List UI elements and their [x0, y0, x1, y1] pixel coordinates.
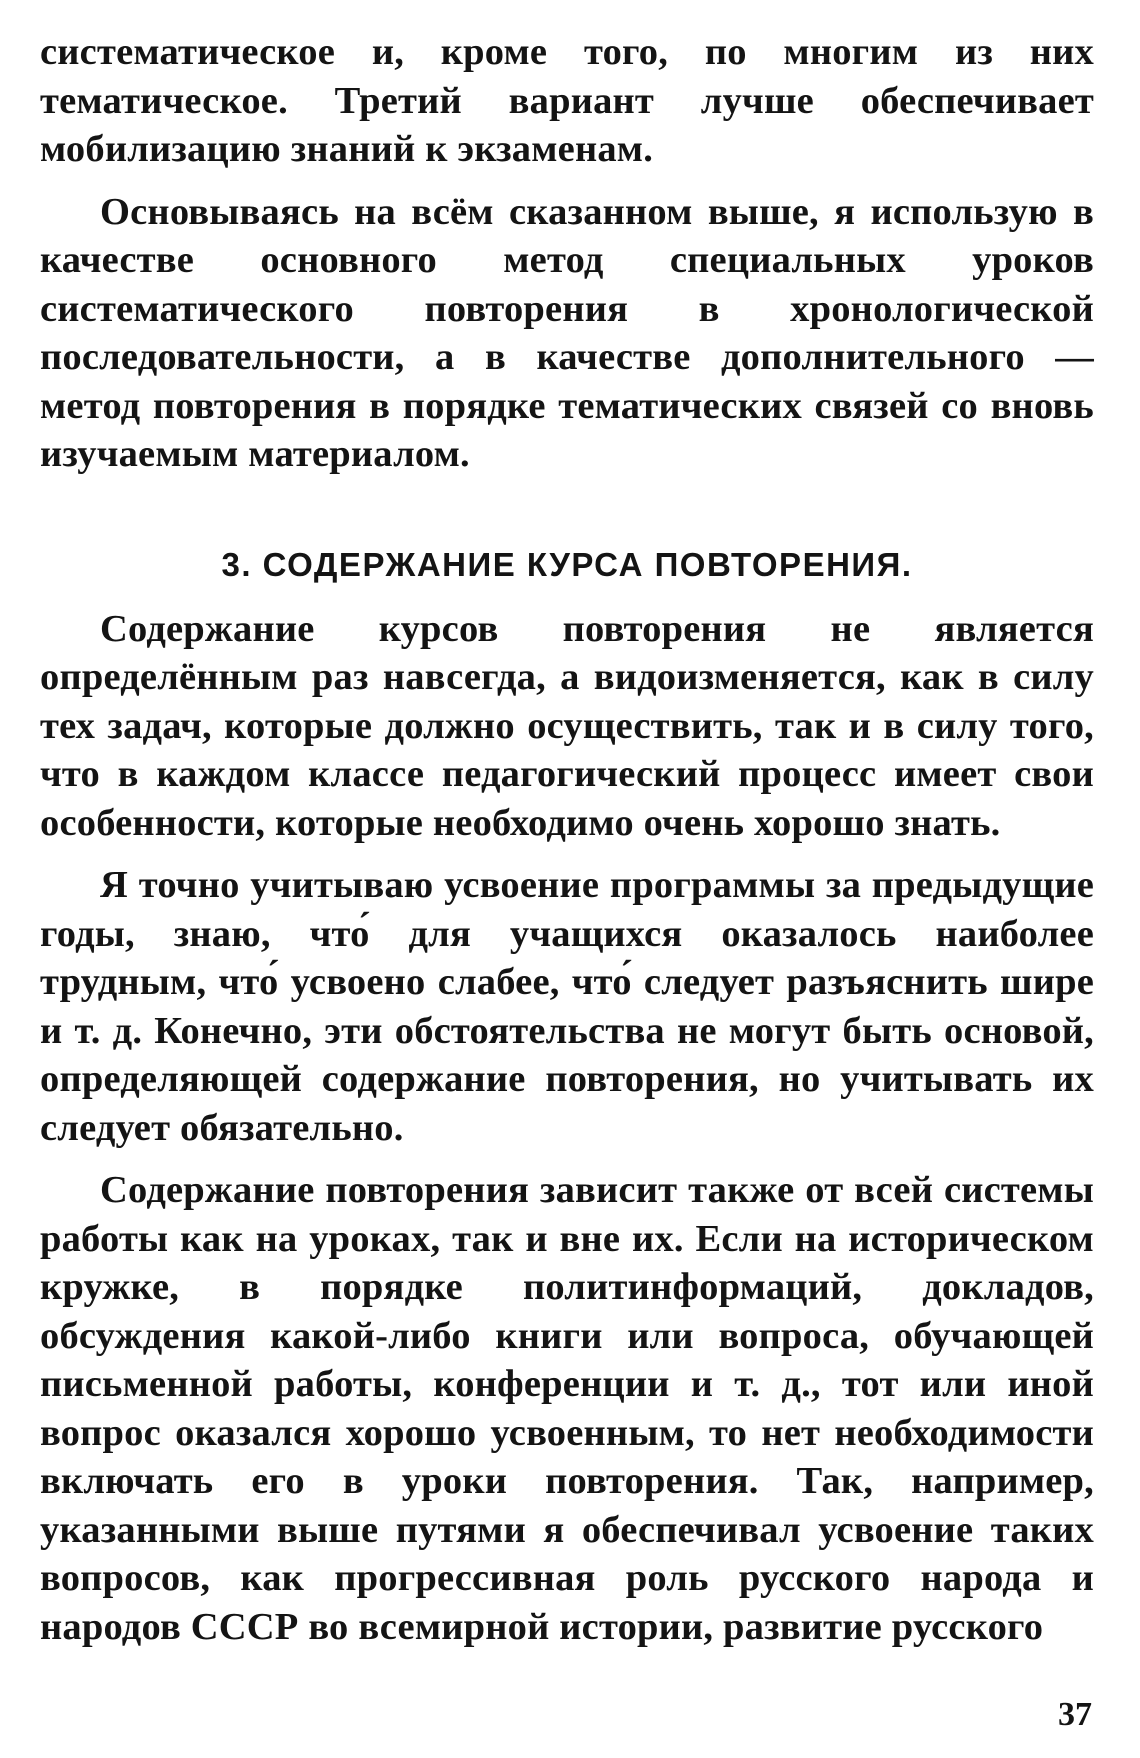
paragraph-method-choice: Основываясь на всём сказанном выше, я использую в качестве основного метод специальных уроков систематического повторения в хронологической последовательности, а в качестве дополнительного — метод повторения в порядке тематических связей со вновь изучаемым материалом.	[40, 190, 1094, 475]
paragraph-program-assessment: Я точно учитываю усвоение программы за предыдущие годы, знаю, что́ для учащихся оказалось наиболее трудным, что́ усвоено слабее, что́ следует разъяснить шире и т. д. Конечно, эти обстоятельства не могут быть основой, определяющей содержание повторения, но учитывать их следует обязательно.	[40, 864, 1094, 1149]
section-heading: 3. СОДЕРЖАНИЕ КУРСА ПОВТОРЕНИЯ.	[221, 545, 913, 583]
book-page	[40, 28, 1094, 1651]
paragraph-course-content: Содержание курсов повторения не является определённым раз навсегда, а видоизменяется, как в силу тех задач, которые должно осуществить, так и в силу того, что в каждом классе педагогический процесс имеет свои особенности, которые необходимо очень хорошо знать.	[40, 607, 1094, 844]
paragraph-continuation: систематическое и, кроме того, по многим из них тематическое. Третий вариант лучше обеспечивает мобилизацию знаний к экзаменам.	[40, 31, 1094, 170]
page-number: 37	[1058, 1696, 1092, 1733]
paragraph-work-system: Содержание повторения зависит также от всей системы работы как на уроках, так и вне их. Если на историческом кружке, в порядке политинформаций, докладов, обсуждения какой-либо книги или вопроса, обучающей письменной работы, конференции и т. д., тот или иной вопрос оказался хорошо усвоенным, то нет необходимости включать его в уроки повторения. Так, например, указанными выше путями я обеспечивал усвоение таких вопросов, как прогрессивная роль русского народа и народов СССР во всемирной истории, развитие русского	[40, 1169, 1094, 1648]
